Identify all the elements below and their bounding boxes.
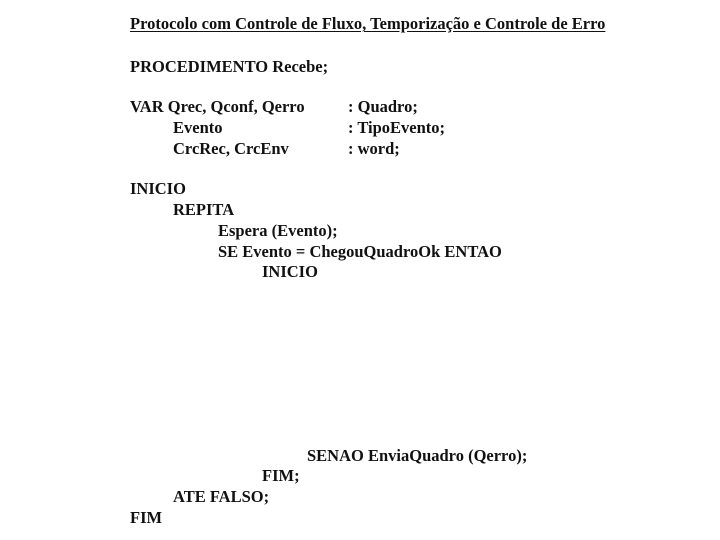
code-line-inicio: INICIO xyxy=(130,179,186,198)
procedure-declaration: PROCEDIMENTO Recebe; xyxy=(130,57,329,76)
code-line-fim: FIM xyxy=(130,508,163,527)
var-declaration-names: VAR Qrec, Qconf, Qerro xyxy=(130,97,305,116)
code-line-fim-inner: FIM; xyxy=(262,466,300,485)
var-declaration-type: : Quadro; xyxy=(348,97,418,116)
var-declaration-type: : word; xyxy=(348,139,400,158)
var-declaration-names: Evento xyxy=(173,118,223,137)
slide-title: Protocolo com Controle de Fluxo, Temporização e Controle de Erro xyxy=(130,14,606,33)
code-line-senao: SENAO EnviaQuadro (Qerro); xyxy=(307,446,528,465)
code-line-inicio-inner: INICIO xyxy=(262,262,318,281)
code-line-ate: ATE FALSO; xyxy=(173,487,270,506)
code-line-espera: Espera (Evento); xyxy=(218,221,338,240)
var-declaration-type: : TipoEvento; xyxy=(348,118,446,137)
var-declaration-names: CrcRec, CrcEnv xyxy=(173,139,289,158)
code-line-repita: REPITA xyxy=(173,200,235,219)
code-line-se: SE Evento = ChegouQuadroOk ENTAO xyxy=(218,242,502,261)
